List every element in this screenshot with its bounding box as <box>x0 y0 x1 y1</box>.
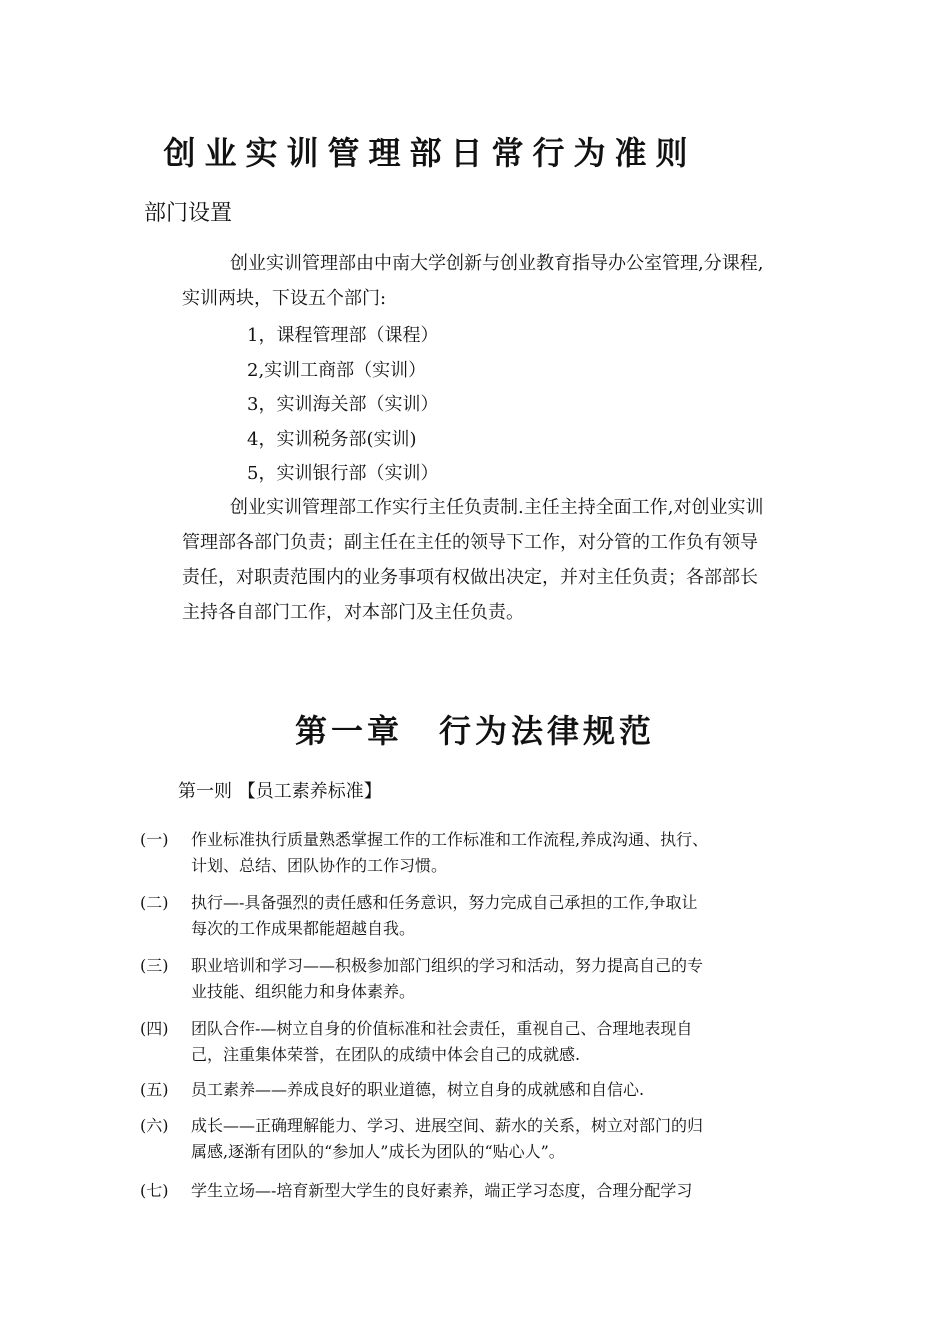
rule-line: 己，注重集体荣誉，在团队的成绩中体会自己的成就感. <box>191 1045 581 1064</box>
rule-line: 业技能、组织能力和身体素养。 <box>191 982 416 1001</box>
rule-line: 作业标准执行质量熟悉掌握工作的工作标准和工作流程,养成沟通、执行、 <box>191 830 709 849</box>
rule-line: 成长——正确理解能力、学习、进展空间、薪水的关系，树立对部门的归 <box>191 1116 704 1135</box>
department-item: 5，实训银行部（实训） <box>247 463 439 484</box>
rule-line: 计划、总结、团队协作的工作习惯。 <box>191 856 448 875</box>
intro-paragraph <box>182 246 812 316</box>
rule-number: (一) <box>140 830 169 849</box>
rule-line: 职业培训和学习——积极参加部门组织的学习和活动，努力提高自己的专 <box>191 956 704 975</box>
rule-line: 团队合作-—树立自身的价值标准和社会责任，重视自己、合理地表现自 <box>191 1019 693 1038</box>
rule-number: (二) <box>140 893 169 912</box>
department-item: 3，实训海关部（实训） <box>247 394 439 415</box>
rule-line: 属感,逐渐有团队的“参加人”成长为团队的“贴心人”。 <box>191 1142 565 1161</box>
department-item: 1，课程管理部（课程） <box>247 325 439 346</box>
rule-line: 员工素养——养成良好的职业道德，树立自身的成就感和自信心. <box>191 1080 645 1099</box>
department-item: 2,实训工商部（实训） <box>247 360 427 381</box>
responsibility-line: 管理部各部门负责；副主任在主任的领导下工作，对分管的工作负有领导 <box>182 532 758 553</box>
intro-line: 实训两块，下设五个部门: <box>182 288 387 309</box>
responsibility-paragraph <box>182 490 812 630</box>
intro-line: 创业实训管理部由中南大学创新与创业教育指导办公室管理,分课程, <box>230 253 764 274</box>
rule-line: 学生立场—-培育新型大学生的良好素养，端正学习态度，合理分配学习 <box>191 1181 693 1200</box>
rule-number: (七) <box>140 1181 169 1200</box>
rule-heading: 第一则 【员工素养标准】 <box>178 781 382 802</box>
rule-number: (三) <box>140 956 169 975</box>
section-heading: 部门设置 <box>144 201 233 226</box>
rule-line: 执行—-具备强烈的责任感和任务意识，努力完成自己承担的工作,争取让 <box>191 893 698 912</box>
rule-number: (六) <box>140 1116 169 1135</box>
rule-line: 每次的工作成果都能超越自我。 <box>191 919 416 938</box>
responsibility-line: 创业实训管理部工作实行主任负责制.主任主持全面工作,对创业实训 <box>230 497 764 518</box>
rule-number: (四) <box>140 1019 169 1038</box>
responsibility-line: 责任，对职责范围内的业务事项有权做出决定，并对主任负责；各部部长 <box>182 567 758 588</box>
responsibility-line: 主持各自部门工作，对本部门及主任负责。 <box>182 602 524 623</box>
document-title: 创业实训管理部日常行为准则 <box>163 134 697 172</box>
chapter-heading: 第一章 行为法律规范 <box>294 712 655 750</box>
department-item: 4，实训税务部(实训) <box>247 429 417 450</box>
rule-number: (五) <box>140 1080 169 1099</box>
